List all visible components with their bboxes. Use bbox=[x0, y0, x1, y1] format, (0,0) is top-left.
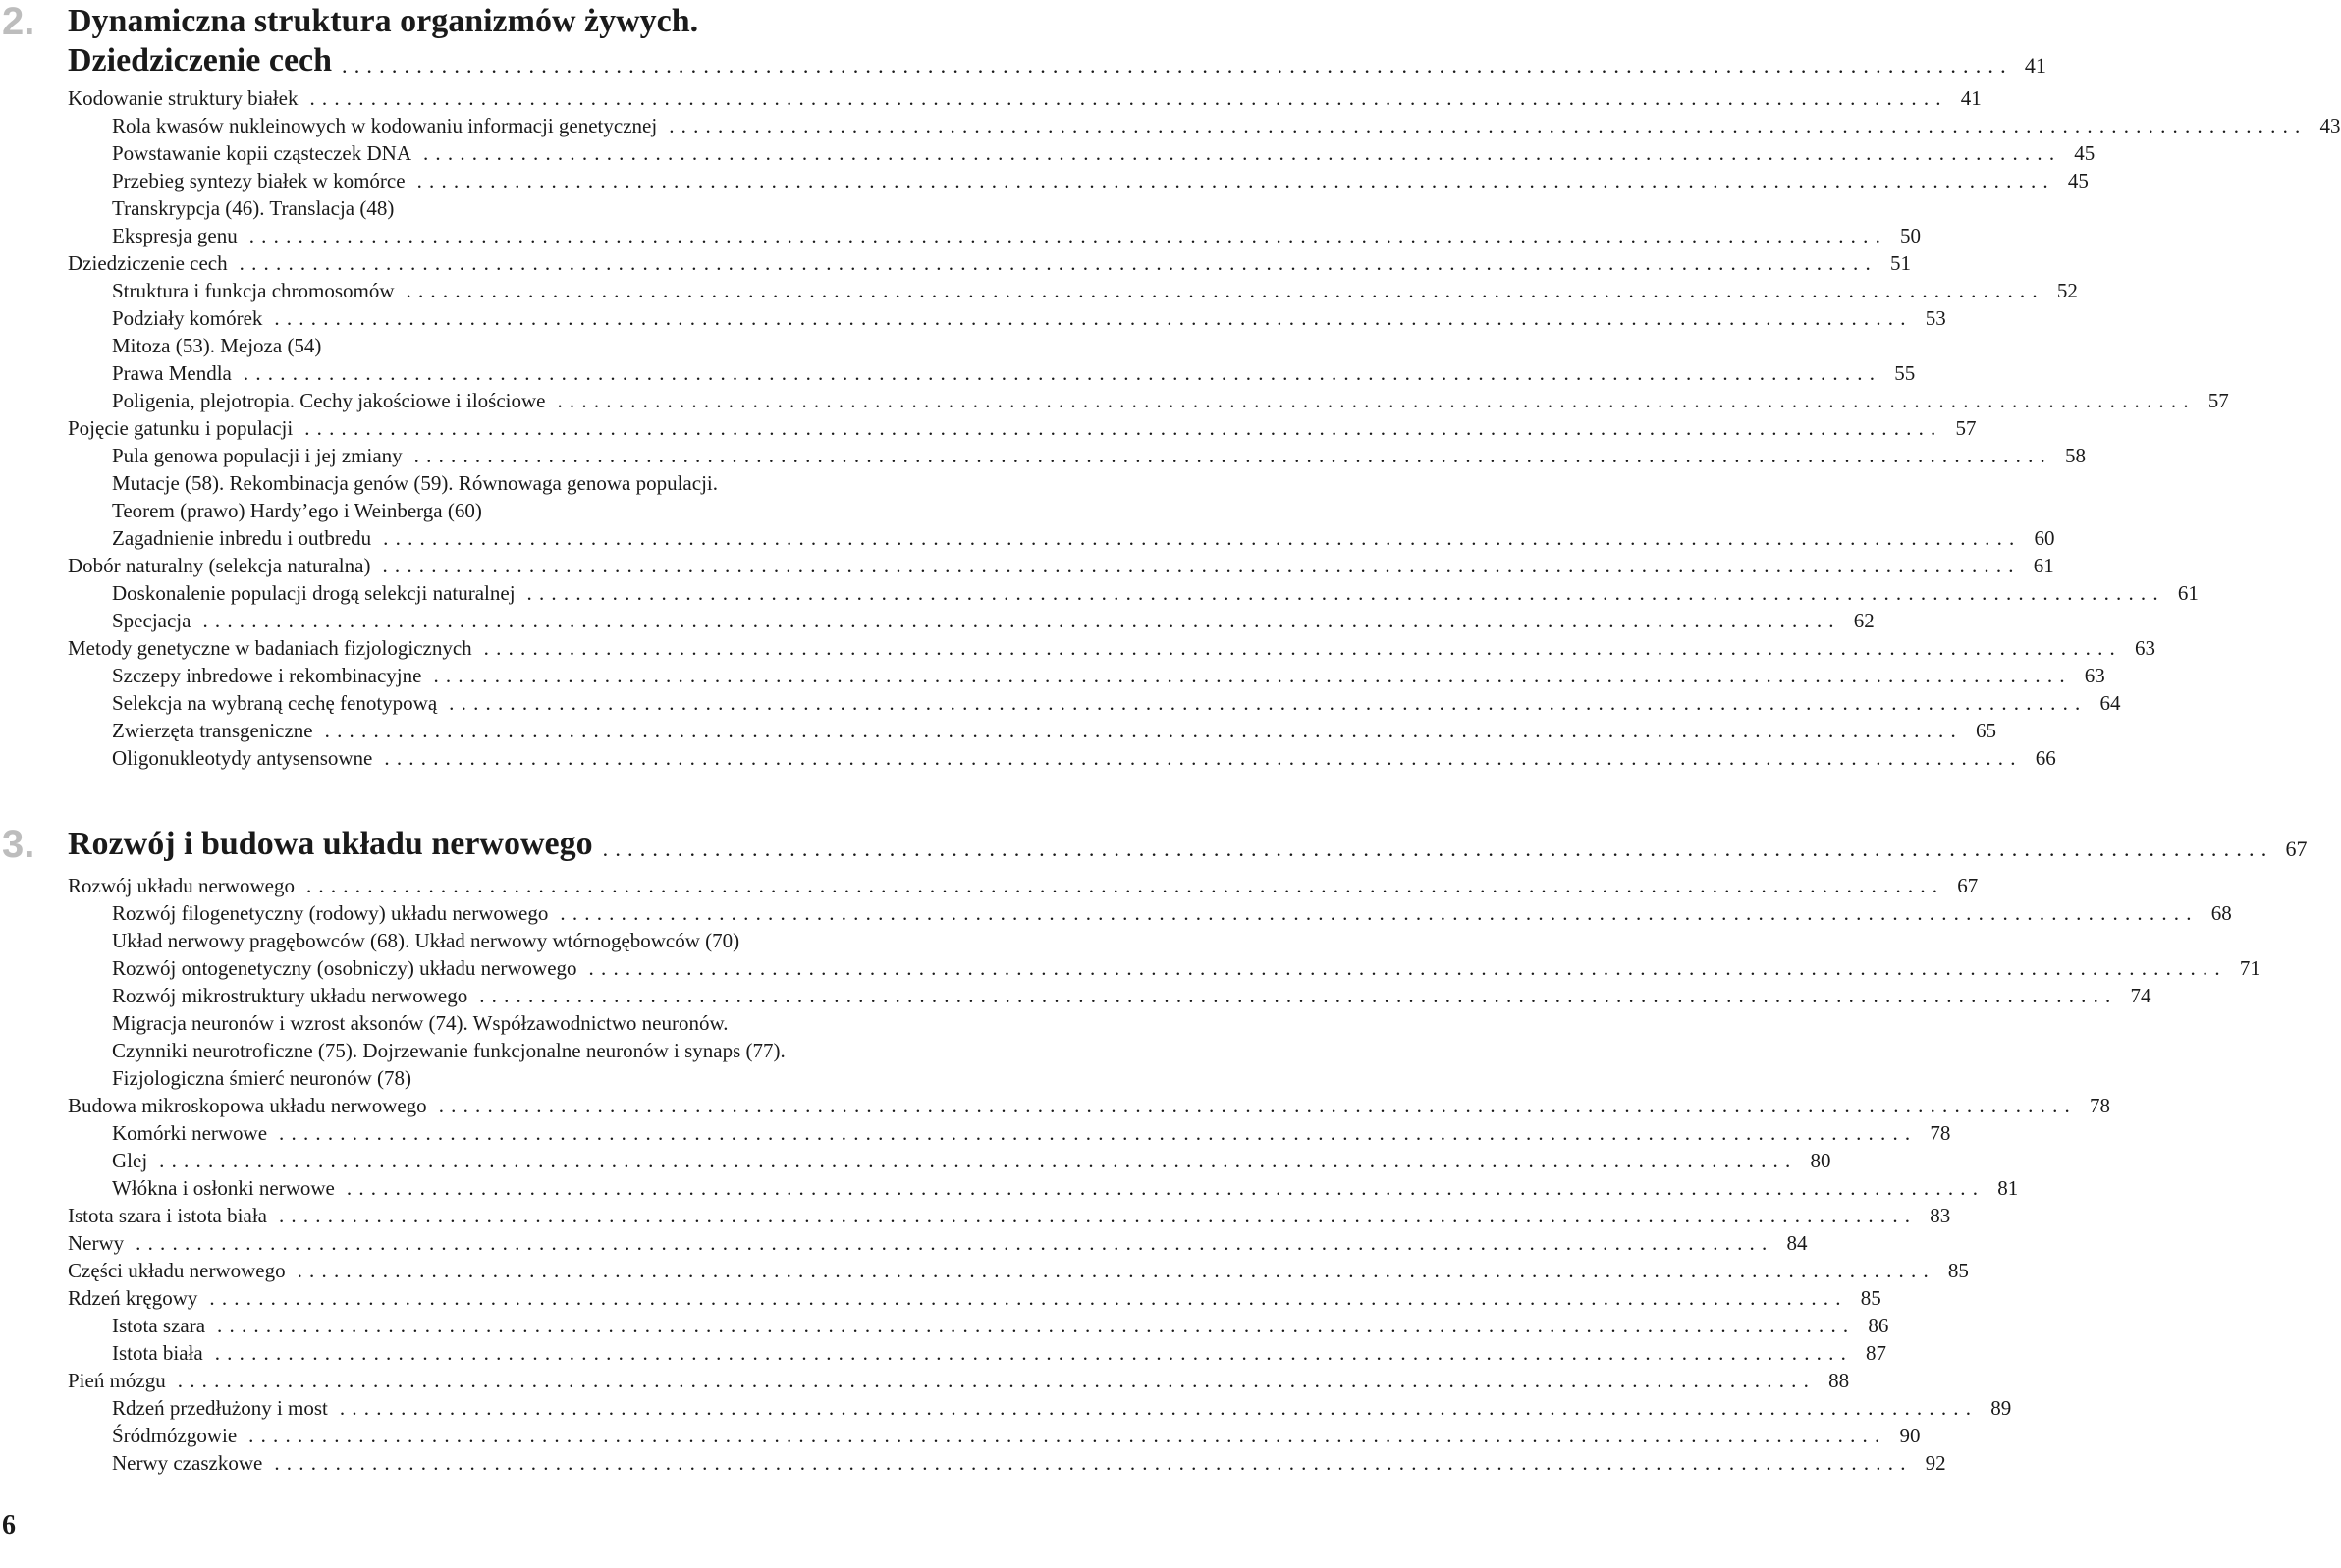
entry-page: 67 bbox=[1957, 874, 1979, 897]
toc-subentry bbox=[112, 954, 2260, 982]
dot-leader: ...................................................................................................................................... bbox=[526, 581, 2165, 605]
chapter-2 bbox=[0, 0, 2341, 772]
toc-entry bbox=[68, 1284, 1881, 1312]
entry-title: Migracja neuronów i wzrost aksonów (74). Współzawodnictwo neuronów. bbox=[112, 1011, 729, 1035]
dot-leader: ...................................................................................................................................... bbox=[422, 141, 2062, 165]
toc-subentry bbox=[112, 1394, 2012, 1422]
entry-title: Szczepy inbredowe i rekombinacyjne bbox=[112, 664, 422, 687]
entry-page: 78 bbox=[1930, 1121, 1951, 1145]
chapter-page: 67 bbox=[2285, 837, 2308, 861]
toc-entry bbox=[68, 414, 1977, 442]
chapter-title-line bbox=[68, 823, 2308, 864]
chapter-3 bbox=[0, 823, 2308, 1477]
entry-page: 41 bbox=[1960, 86, 1982, 110]
entry-title: Doskonalenie populacji drogą selekcji naturalnej bbox=[112, 581, 516, 605]
chapter-number: 2. bbox=[2, 0, 35, 43]
toc-entries bbox=[0, 872, 2260, 1477]
toc-subentry bbox=[112, 359, 1916, 387]
dot-leader: ...................................................................................................................................... bbox=[602, 837, 2274, 861]
dot-leader: ...................................................................................................................................... bbox=[557, 389, 2196, 412]
toc-subentry bbox=[112, 469, 926, 497]
entry-title: Układ nerwowy pragębowców (68). Układ nerwowy wtórnogębowców (70) bbox=[112, 929, 740, 952]
entry-page: 61 bbox=[2177, 581, 2199, 605]
dot-leader: ...................................................................................................................................... bbox=[217, 1314, 1856, 1337]
toc-subentry bbox=[112, 1037, 926, 1064]
entry-page: 89 bbox=[1990, 1396, 2012, 1420]
entry-page: 66 bbox=[2035, 746, 2056, 770]
chapter-title: Rozwój i budowa układu nerwowego bbox=[68, 826, 593, 862]
entry-title: Nerwy bbox=[68, 1231, 125, 1255]
entry-page: 81 bbox=[1997, 1176, 2019, 1200]
toc-subentry bbox=[112, 1422, 1921, 1449]
entry-page: 63 bbox=[2134, 636, 2155, 660]
toc-subentry bbox=[112, 689, 2121, 717]
entry-page: 68 bbox=[2210, 901, 2232, 925]
entry-title: Rozwój filogenetyczny (rodowy) układu nerwowego bbox=[112, 901, 549, 925]
dot-leader: ...................................................................................................................................... bbox=[406, 279, 2044, 302]
dot-leader: ...................................................................................................................................... bbox=[413, 444, 2052, 467]
toc-entry bbox=[68, 1257, 1969, 1284]
entry-title: Kodowanie struktury białek bbox=[68, 86, 299, 110]
entry-title: Nerwy czaszkowe bbox=[112, 1451, 263, 1475]
entry-title: Istota biała bbox=[112, 1341, 203, 1365]
entry-title: Oligonukleotydy antysensowne bbox=[112, 746, 373, 770]
toc-subentry bbox=[112, 1009, 926, 1037]
entry-title: Mutacje (58). Rekombinacja genów (59). Równowaga genowa populacji. bbox=[112, 471, 718, 495]
toc-subentry bbox=[112, 194, 926, 222]
dot-leader: ...................................................................................................................................... bbox=[248, 224, 1888, 247]
dot-leader: ...................................................................................................................................... bbox=[479, 984, 2118, 1007]
chapter-title: Dynamiczna struktura organizmów żywych. bbox=[68, 3, 699, 39]
entry-page: 64 bbox=[2099, 691, 2121, 715]
dot-leader: ...................................................................................................................................... bbox=[324, 719, 1963, 742]
entry-page: 88 bbox=[1828, 1369, 1850, 1392]
entry-title: Śródmózgowie bbox=[112, 1424, 238, 1447]
entry-title: Przebieg syntezy białek w komórce bbox=[112, 169, 406, 192]
dot-leader: ...................................................................................................................................... bbox=[239, 251, 1878, 275]
dot-leader: ...................................................................................................................................... bbox=[449, 691, 2088, 715]
toc-subentry bbox=[112, 332, 926, 359]
entry-title: Istota szara bbox=[112, 1314, 206, 1337]
entry-page: 80 bbox=[1810, 1149, 1831, 1172]
entry-page: 84 bbox=[1786, 1231, 1808, 1255]
entry-title: Dobór naturalny (selekcja naturalna) bbox=[68, 554, 371, 577]
toc-subentry bbox=[112, 222, 1922, 249]
page-number: 6 bbox=[2, 1510, 16, 1541]
toc-subentry bbox=[112, 579, 2199, 607]
entry-title: Fizjologiczna śmierć neuronów (78) bbox=[112, 1066, 411, 1090]
entry-title: Podziały komórek bbox=[112, 306, 263, 330]
entry-page: 50 bbox=[1900, 224, 1922, 247]
entry-page: 63 bbox=[2084, 664, 2105, 687]
dot-leader: ...................................................................................................................................... bbox=[588, 956, 2227, 980]
toc-entries bbox=[0, 84, 2341, 772]
entry-title: Specjacja bbox=[112, 609, 191, 632]
dot-leader: ...................................................................................................................................... bbox=[384, 746, 2023, 770]
dot-leader: ...................................................................................................................................... bbox=[279, 1121, 1918, 1145]
toc-subentry bbox=[112, 1119, 1951, 1147]
toc-subentry bbox=[112, 139, 2096, 167]
toc-entry bbox=[68, 1202, 1951, 1229]
entry-page: 71 bbox=[2239, 956, 2260, 980]
toc-entry bbox=[68, 1229, 1808, 1257]
toc-subentry bbox=[112, 112, 2341, 139]
dot-leader: ...................................................................................................................................... bbox=[346, 1176, 1986, 1200]
dot-leader: ...................................................................................................................................... bbox=[297, 1259, 1935, 1282]
entry-title: Czynniki neurotroficzne (75). Dojrzewanie funkcjonalne neuronów i synaps (77). bbox=[112, 1039, 786, 1062]
dot-leader: ...................................................................................................................................... bbox=[342, 53, 2013, 78]
entry-title: Zwierzęta transgeniczne bbox=[112, 719, 313, 742]
entry-page: 87 bbox=[1866, 1341, 1887, 1365]
dot-leader: ...................................................................................................................................... bbox=[136, 1231, 1774, 1255]
toc-subentry bbox=[112, 927, 926, 954]
dot-leader: ...................................................................................................................................... bbox=[243, 361, 1882, 385]
entry-page: 74 bbox=[2130, 984, 2151, 1007]
entry-page: 58 bbox=[2064, 444, 2086, 467]
toc-subentry bbox=[112, 304, 1946, 332]
toc-subentry bbox=[112, 1147, 1831, 1174]
dot-leader: ...................................................................................................................................... bbox=[278, 1204, 1918, 1227]
toc-subentry bbox=[112, 442, 2086, 469]
dot-leader: ...................................................................................................................................... bbox=[159, 1149, 1798, 1172]
entry-title: Istota szara i istota biała bbox=[68, 1204, 267, 1227]
entry-title: Mitoza (53). Mejoza (54) bbox=[112, 334, 322, 357]
chapter-title-line bbox=[68, 0, 926, 41]
chapter-title: Dziedziczenie cech bbox=[68, 42, 333, 79]
entry-title: Rdzeń kręgowy bbox=[68, 1286, 198, 1310]
entry-title: Zagadnienie inbredu i outbredu bbox=[112, 526, 372, 550]
chapter-title-line bbox=[68, 41, 2046, 81]
entry-page: 85 bbox=[1860, 1286, 1881, 1310]
entry-title: Poligenia, plejotropia. Cechy jakościowe i ilościowe bbox=[112, 389, 546, 412]
entry-page: 85 bbox=[1947, 1259, 1969, 1282]
toc-subentry bbox=[112, 607, 1875, 634]
toc-subentry bbox=[112, 744, 2056, 772]
toc-entry bbox=[68, 84, 1982, 112]
dot-leader: ...................................................................................................................................... bbox=[383, 526, 2022, 550]
toc-subentry bbox=[112, 1312, 1889, 1339]
dot-leader: ...................................................................................................................................... bbox=[304, 416, 1943, 440]
entry-title: Rozwój ontogenetyczny (osobniczy) układu nerwowego bbox=[112, 956, 577, 980]
toc-entry bbox=[68, 872, 1979, 899]
dot-leader: ...................................................................................................................................... bbox=[209, 1286, 1848, 1310]
toc-subentry bbox=[112, 717, 1996, 744]
entry-title: Metody genetyczne w badaniach fizjologicznych bbox=[68, 636, 472, 660]
toc-subentry bbox=[112, 524, 2055, 552]
entry-title: Prawa Mendla bbox=[112, 361, 232, 385]
entry-page: 51 bbox=[1889, 251, 1911, 275]
toc-entry bbox=[68, 1092, 2110, 1119]
dot-leader: ...................................................................................................................................... bbox=[560, 901, 2199, 925]
entry-title: Selekcja na wybraną cechę fenotypową bbox=[112, 691, 438, 715]
chapter-heading bbox=[0, 823, 2308, 866]
entry-title: Glej bbox=[112, 1149, 148, 1172]
entry-page: 43 bbox=[2319, 114, 2341, 137]
entry-title: Pień mózgu bbox=[68, 1369, 166, 1392]
entry-page: 57 bbox=[1955, 416, 1977, 440]
toc-subentry bbox=[112, 387, 2229, 414]
toc-subentry bbox=[112, 982, 2151, 1009]
entry-title: Pula genowa populacji i jej zmiany bbox=[112, 444, 403, 467]
entry-page: 60 bbox=[2034, 526, 2055, 550]
dot-leader: ...................................................................................................................................... bbox=[433, 664, 2072, 687]
entry-page: 62 bbox=[1853, 609, 1875, 632]
dot-leader: ...................................................................................................................................... bbox=[177, 1369, 1817, 1392]
entry-title: Struktura i funkcja chromosomów bbox=[112, 279, 395, 302]
toc-subentry bbox=[112, 497, 926, 524]
toc-subentry bbox=[112, 167, 2089, 194]
toc-subentry bbox=[112, 899, 2232, 927]
entry-page: 45 bbox=[2074, 141, 2096, 165]
entry-title: Transkrypcja (46). Translacja (48) bbox=[112, 196, 395, 220]
entry-page: 57 bbox=[2207, 389, 2229, 412]
entry-title: Rozwój układu nerwowego bbox=[68, 874, 295, 897]
entry-page: 52 bbox=[2056, 279, 2078, 302]
entry-page: 61 bbox=[2033, 554, 2054, 577]
entry-title: Części układu nerwowego bbox=[68, 1259, 286, 1282]
dot-leader: ...................................................................................................................................... bbox=[669, 114, 2308, 137]
entry-title: Ekspresja genu bbox=[112, 224, 238, 247]
dot-leader: ...................................................................................................................................... bbox=[309, 86, 1948, 110]
entry-page: 45 bbox=[2067, 169, 2089, 192]
entry-page: 53 bbox=[1925, 306, 1946, 330]
entry-title: Włókna i osłonki nerwowe bbox=[112, 1176, 335, 1200]
dot-leader: ...................................................................................................................................... bbox=[214, 1341, 1854, 1365]
entry-title: Rola kwasów nukleinowych w kodowaniu informacji genetycznej bbox=[112, 114, 658, 137]
toc-subentry bbox=[112, 1174, 2019, 1202]
toc-subentry bbox=[112, 277, 2078, 304]
dot-leader: ...................................................................................................................................... bbox=[202, 609, 1841, 632]
entry-title: Pojęcie gatunku i populacji bbox=[68, 416, 294, 440]
chapter-number: 3. bbox=[2, 823, 35, 866]
toc-subentry bbox=[112, 1339, 1887, 1367]
dot-leader: ...................................................................................................................................... bbox=[274, 306, 1913, 330]
entry-page: 55 bbox=[1894, 361, 1916, 385]
dot-leader: ...................................................................................................................................... bbox=[416, 169, 2055, 192]
entry-page: 78 bbox=[2090, 1094, 2110, 1117]
toc-entry bbox=[68, 1367, 1850, 1394]
toc-subentry bbox=[112, 1064, 926, 1092]
entry-page: 83 bbox=[1930, 1204, 1951, 1227]
entry-page: 90 bbox=[1899, 1424, 1921, 1447]
dot-leader: ...................................................................................................................................... bbox=[305, 874, 1945, 897]
dot-leader: ...................................................................................................................................... bbox=[274, 1451, 1913, 1475]
entry-title: Teorem (prawo) Hardy’ego i Weinberga (60) bbox=[112, 499, 482, 522]
entry-title: Dziedziczenie cech bbox=[68, 251, 228, 275]
toc-entry bbox=[68, 552, 2054, 579]
dot-leader: ...................................................................................................................................... bbox=[339, 1396, 1979, 1420]
toc-subentry bbox=[112, 1449, 1946, 1477]
chapter-page: 41 bbox=[2024, 53, 2046, 78]
dot-leader: ...................................................................................................................................... bbox=[248, 1424, 1887, 1447]
dot-leader: ...................................................................................................................................... bbox=[483, 636, 2122, 660]
toc-entry bbox=[68, 249, 1911, 277]
entry-title: Rozwój mikrostruktury układu nerwowego bbox=[112, 984, 468, 1007]
entry-page: 92 bbox=[1925, 1451, 1946, 1475]
entry-page: 65 bbox=[1975, 719, 1996, 742]
entry-title: Budowa mikroskopowa układu nerwowego bbox=[68, 1094, 427, 1117]
dot-leader: ...................................................................................................................................... bbox=[382, 554, 2021, 577]
entry-title: Powstawanie kopii cząsteczek DNA bbox=[112, 141, 411, 165]
entry-title: Rdzeń przedłużony i most bbox=[112, 1396, 328, 1420]
toc-entry bbox=[68, 634, 2155, 662]
dot-leader: ...................................................................................................................................... bbox=[438, 1094, 2077, 1117]
entry-title: Komórki nerwowe bbox=[112, 1121, 268, 1145]
toc-subentry bbox=[112, 662, 2105, 689]
entry-page: 86 bbox=[1868, 1314, 1889, 1337]
chapter-heading bbox=[0, 0, 2046, 81]
